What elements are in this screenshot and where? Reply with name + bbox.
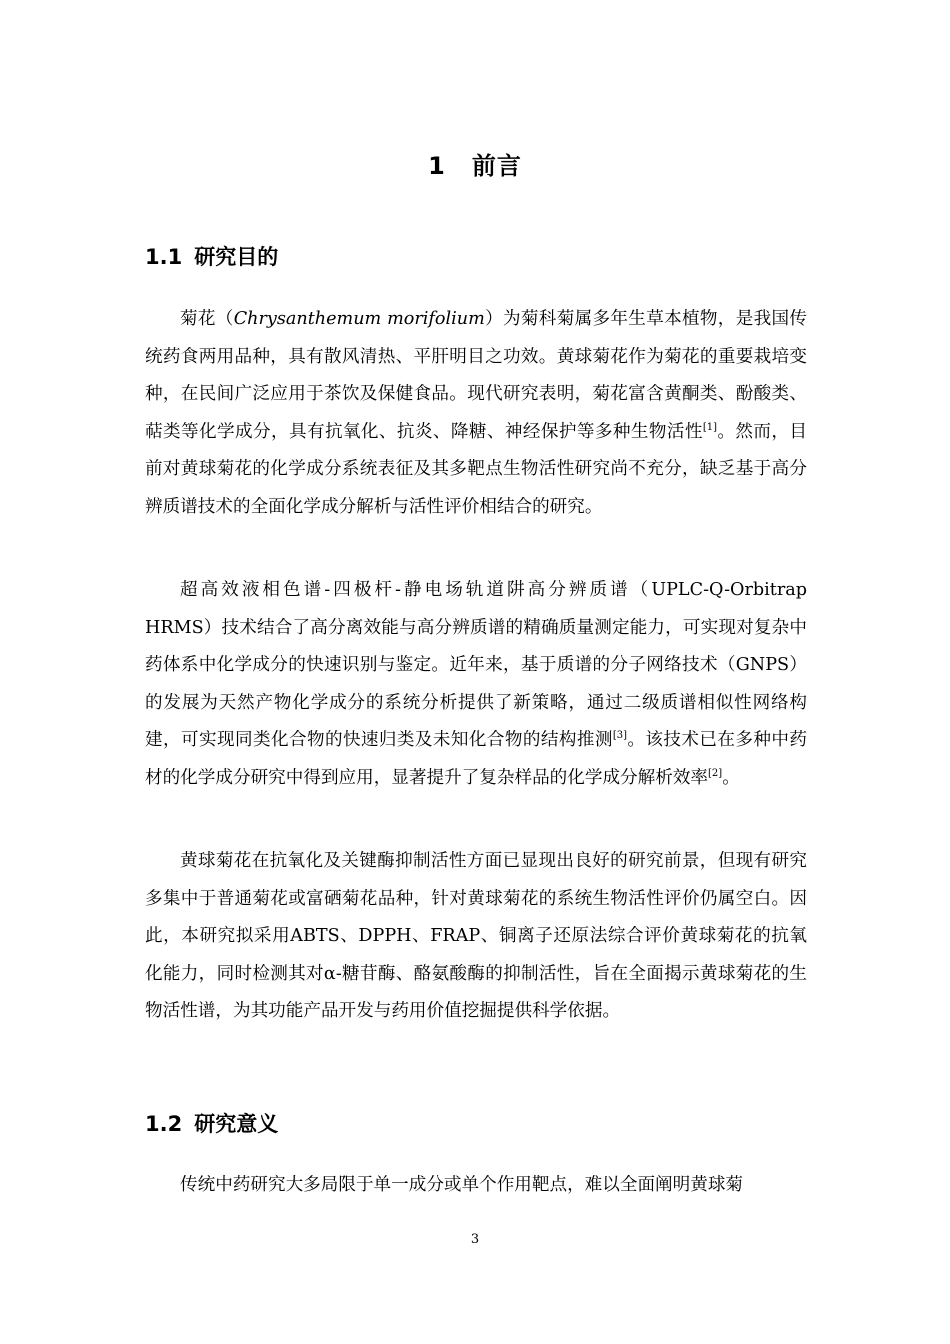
paragraph-3 <box>145 843 807 1031</box>
section-heading-1-2 <box>145 1108 278 1140</box>
paragraph-2 <box>145 572 807 797</box>
paragraph-text: 传统中药研究大多局限于单一成分或单个作用靶点，难以全面阐明黄球菊 <box>180 1175 744 1195</box>
paragraph-4 <box>145 1167 807 1205</box>
chapter-title-text: 前言 <box>471 152 522 180</box>
citation-ref: [2] <box>708 767 723 779</box>
paragraph-text: 黄球菊花在抗氧化及关键酶抑制活性方面已显现出良好的研究前景，但现有研究多集中于普通菊花或富硒菊花品种，针对黄球菊花的系统生物活性评价仍属空白。因此，本研究拟采用ABTS、DPPH、FRAP、铜离子还原法综合评价黄球菊花的抗氧化能力，同时检测其对α-糖苷酶、酪氨酸酶的抑制活性，旨在全面揭示黄球菊花的生物活性谱，为其功能产品开发与药用价值挖掘提供科学依据。 <box>145 851 807 1021</box>
section-title: 研究意义 <box>194 1112 279 1136</box>
paragraph-1 <box>145 301 807 526</box>
paragraph-text: ）为菊科菊属多年生草本植物，是我国传统药食两用品种，具有散风清热、平肝明目之功效。黄球菊花作为菊花的重要栽培变种，在民间广泛应用于茶饮及保健食品。现代研究表明，菊花富含黄酮类、酚酸类、萜类等化学成分，具有抗氧化、抗炎、降糖、神经保护等多种生物活性 <box>145 309 807 442</box>
chapter-title <box>0 148 950 184</box>
section-number: 1.2 <box>145 1112 183 1136</box>
paragraph-text: 超高效液相色谱-四极杆-静电场轨道阱高分辨质谱（UPLC-Q-Orbitrap HRMS）技术结合了高分离效能与高分辨质谱的精确质量测定能力，可实现对复杂中药体系中化学成分的快速识别与鉴定。近年来，基于质谱的分子网络技术（GNPS）的发展为天然产物化学成分的系统分析提供了新策略，通过二级质谱相似性网络构建，可实现同类化合物的快速归类及未知化合物的结构推测 <box>145 580 807 750</box>
section-heading-1-1 <box>145 241 278 273</box>
species-name: Chrysanthemum morifolium <box>233 309 485 329</box>
paragraph-text: 菊花（ <box>180 309 234 329</box>
paragraph-text: 。该技术已在多种中药材的化学成分研究中得到应用，显著提升了复杂样品的化学成分解析效率 <box>145 730 807 788</box>
citation-ref: [3] <box>612 730 628 742</box>
citation-ref: [1] <box>702 421 718 433</box>
page-number: 3 <box>470 1232 480 1247</box>
paragraph-text: 。然而，目前对黄球菊花的化学成分系统表征及其多靶点生物活性研究尚不充分，缺乏基于高分辨质谱技术的全面化学成分解析与活性评价相结合的研究。 <box>145 421 807 517</box>
section-number: 1.1 <box>145 245 183 269</box>
chapter-number: 1 <box>428 152 446 180</box>
section-title: 研究目的 <box>194 245 279 269</box>
paragraph-text: 。 <box>722 767 740 788</box>
